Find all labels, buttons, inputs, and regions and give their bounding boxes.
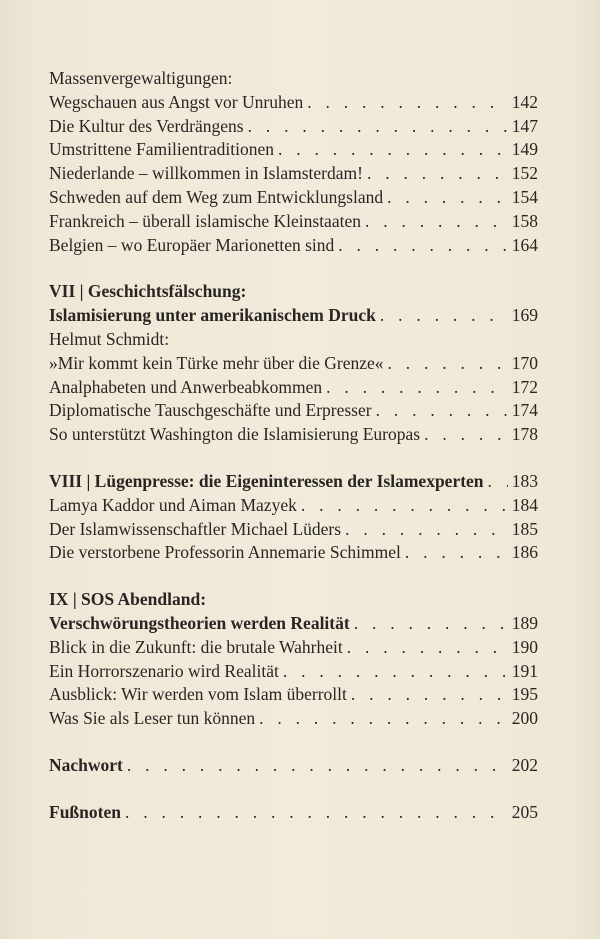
toc-entry-page: 147	[511, 115, 538, 136]
toc-entry	[49, 91, 538, 115]
leader-dots	[303, 91, 508, 115]
toc-entry-page: 200	[511, 708, 538, 729]
toc-entry-title: Frankreich – überall islamische Kleinstaaten	[49, 210, 361, 231]
chapter-title: Fußnoten	[49, 801, 121, 822]
leader-dots	[297, 494, 508, 518]
toc-entry-title: Was Sie als Leser tun können	[49, 708, 256, 729]
toc-entry-title: Schweden auf dem Weg zum Entwicklungsland	[49, 186, 384, 207]
toc-entry-page: 152	[511, 163, 538, 184]
section-gap	[49, 731, 538, 754]
leader-dots	[334, 234, 507, 258]
section-gap	[49, 257, 538, 280]
toc-entry-page: 178	[511, 424, 538, 445]
leader-dots	[123, 754, 508, 778]
toc-entry	[49, 328, 538, 352]
toc-entry-page: 190	[511, 636, 538, 657]
toc-entry	[49, 210, 538, 234]
toc-entry-page: 191	[511, 660, 538, 681]
toc-entry-title: Ein Horrorszenario wird Realität	[49, 660, 279, 681]
toc-entry-title: Der Islamwissenschaftler Michael Lüders	[49, 518, 342, 539]
toc-entry-page: 142	[511, 91, 538, 112]
chapter-heading	[49, 304, 538, 328]
chapter-heading	[49, 801, 538, 825]
toc-entry	[49, 234, 538, 258]
toc-entry	[49, 352, 538, 376]
toc-entry-title: Niederlande – willkommen in Islamsterdam!	[49, 163, 363, 184]
toc-entry	[49, 115, 538, 139]
chapter-page: 202	[511, 754, 538, 775]
toc-entry-title: Wegschauen aus Angst vor Unruhen	[49, 91, 304, 112]
chapter-title: Nachwort	[49, 754, 123, 775]
leader-dots	[274, 138, 508, 162]
toc-entry-title: Lamya Kaddor und Aiman Mazyek	[49, 494, 297, 515]
toc-entry	[49, 67, 538, 91]
leader-dots	[420, 423, 508, 447]
chapter-title: VIII | Lügenpresse: die Eigeninteressen der Islamexperten	[49, 470, 484, 491]
toc-entry-page: 185	[511, 518, 538, 539]
leader-dots	[279, 660, 508, 684]
toc-entry-title: So unterstützt Washington die Islamisierung Europas	[49, 424, 421, 445]
leader-dots	[384, 352, 508, 376]
leader-dots	[363, 162, 508, 186]
toc-entry-page: 164	[511, 234, 538, 255]
leader-dots	[244, 115, 508, 139]
chapter-page: 169	[511, 305, 538, 326]
leader-dots	[350, 612, 508, 636]
chapter-page: 183	[511, 470, 538, 491]
toc-entry	[49, 541, 538, 565]
toc-entry-page: 195	[511, 684, 538, 705]
toc-entry-page: 186	[511, 542, 538, 563]
leader-dots	[401, 541, 508, 565]
toc-entry-title: Diplomatische Tauschgeschäfte und Erpresser	[49, 400, 372, 421]
chapter-title: IX | SOS Abendland:	[49, 589, 207, 610]
toc-entry-title: Die Kultur des Verdrängens	[49, 115, 244, 136]
section-gap	[49, 565, 538, 588]
toc-entry-page: 154	[511, 186, 538, 207]
leader-dots	[347, 683, 508, 707]
toc-entry	[49, 494, 538, 518]
toc-entry-page: 158	[511, 210, 538, 231]
leader-dots	[361, 210, 508, 234]
toc-entry-title: »Mir kommt kein Türke mehr über die Grenze«	[49, 352, 384, 373]
leader-dots	[484, 470, 508, 494]
toc-entry-title: Belgien – wo Europäer Marionetten sind	[49, 234, 335, 255]
toc-entry-title: Die verstorbene Professorin Annemarie Schimmel	[49, 542, 401, 563]
section-gap	[49, 778, 538, 801]
toc-entry-title: Analphabeten und Anwerbeabkommen	[49, 376, 323, 397]
toc-entry	[49, 138, 538, 162]
toc-entry-title: Blick in die Zukunft: die brutale Wahrheit	[49, 636, 343, 657]
chapter-title: VII | Geschichtsfälschung:	[49, 281, 247, 302]
toc-entry-title: Umstrittene Familientraditionen	[49, 139, 275, 160]
toc-entry	[49, 399, 538, 423]
chapter-heading	[49, 754, 538, 778]
toc-entry	[49, 707, 538, 731]
leader-dots	[121, 801, 508, 825]
toc-entry-title: Ausblick: Wir werden vom Islam überrollt	[49, 684, 347, 705]
toc-entry	[49, 162, 538, 186]
toc-entry-page: 184	[511, 494, 538, 515]
toc-entry	[49, 683, 538, 707]
leader-dots	[383, 186, 508, 210]
toc-entry	[49, 186, 538, 210]
chapter-page: 189	[511, 612, 538, 633]
leader-dots	[372, 399, 508, 423]
leader-dots	[322, 376, 508, 400]
toc-entry-title: Massenvergewaltigungen:	[49, 68, 233, 88]
chapter-heading	[49, 470, 538, 494]
section-gap	[49, 447, 538, 470]
toc-entry	[49, 636, 538, 660]
chapter-heading	[49, 588, 538, 612]
toc-entry-page: 170	[511, 352, 538, 373]
toc-entry	[49, 376, 538, 400]
toc-entry	[49, 518, 538, 542]
toc-entry-page: 172	[511, 376, 538, 397]
table-of-contents	[49, 67, 538, 825]
leader-dots	[255, 707, 508, 731]
toc-entry-page: 149	[511, 139, 538, 160]
chapter-title: Verschwörungstheorien werden Realität	[49, 612, 350, 633]
chapter-heading	[49, 612, 538, 636]
toc-entry	[49, 660, 538, 684]
chapter-heading	[49, 280, 538, 304]
chapter-title: Islamisierung unter amerikanischem Druck	[49, 305, 376, 326]
leader-dots	[341, 518, 508, 542]
leader-dots	[343, 636, 508, 660]
toc-entry-page: 174	[511, 400, 538, 421]
toc-entry-title: Helmut Schmidt:	[49, 328, 170, 349]
chapter-page: 205	[511, 801, 538, 822]
toc-entry	[49, 423, 538, 447]
leader-dots	[376, 304, 508, 328]
